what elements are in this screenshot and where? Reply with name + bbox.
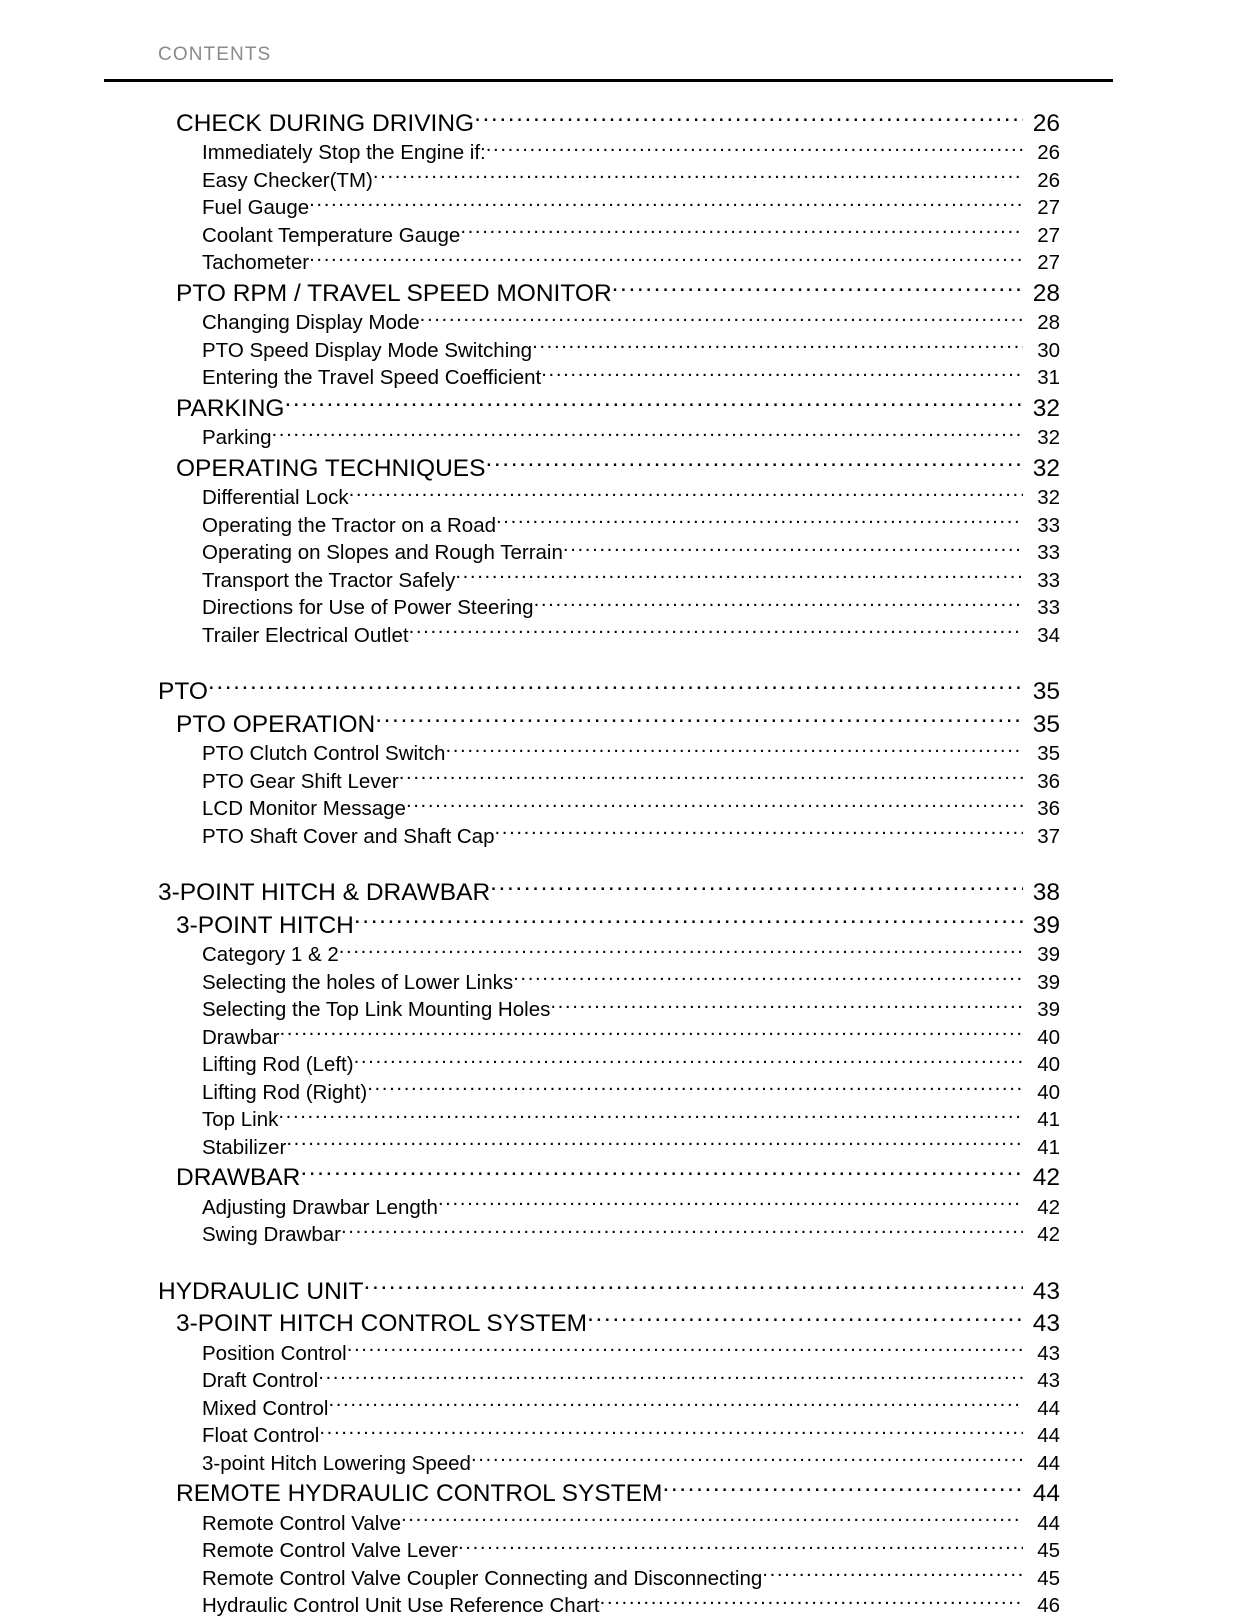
toc-entry-page-number: 45 (1026, 1566, 1060, 1592)
toc-entry-label: CHECK DURING DRIVING (176, 108, 474, 139)
toc-entry-label: Swing Drawbar (202, 1222, 341, 1248)
toc-leader-dots (278, 1106, 1023, 1127)
toc-leader-dots (458, 1537, 1023, 1558)
toc-entry-label: Easy Checker(TM) (202, 168, 373, 194)
toc-leader-dots (399, 767, 1023, 788)
toc-entry-page-number: 26 (1026, 168, 1060, 194)
toc-entry-page-number: 33 (1026, 540, 1060, 566)
toc-entry-page-number: 26 (1026, 108, 1060, 139)
toc-entry[interactable] (0, 249, 1236, 277)
toc-entry[interactable] (0, 1051, 1236, 1079)
toc-entry-page-number: 44 (1026, 1396, 1060, 1422)
toc-entry-label: Float Control (202, 1423, 319, 1449)
toc-entry[interactable] (0, 996, 1236, 1024)
toc-entry[interactable] (0, 707, 1236, 740)
toc-entry-label: Trailer Electrical Outlet (202, 623, 409, 649)
toc-entry[interactable] (0, 511, 1236, 539)
toc-entry[interactable] (0, 621, 1236, 649)
toc-leader-dots (550, 996, 1023, 1017)
toc-entry-page-number: 37 (1026, 824, 1060, 850)
toc-entry-label: Remote Control Valve Lever (202, 1538, 458, 1564)
toc-leader-dots (367, 1078, 1023, 1099)
toc-leader-dots (286, 1133, 1023, 1154)
toc-leader-dots (406, 795, 1023, 816)
toc-entry[interactable] (0, 594, 1236, 622)
toc-entry[interactable] (0, 484, 1236, 512)
toc-leader-dots (272, 424, 1023, 445)
toc-entry-label: 3-POINT HITCH CONTROL SYSTEM (176, 1308, 587, 1339)
toc-leader-dots (496, 511, 1023, 532)
toc-entry[interactable] (0, 451, 1236, 484)
toc-leader-dots (373, 166, 1023, 187)
toc-leader-dots (563, 539, 1023, 560)
toc-entry-page-number: 32 (1026, 485, 1060, 511)
toc-entry-page-number: 45 (1026, 1538, 1060, 1564)
toc-entry[interactable] (0, 1509, 1236, 1537)
toc-entry[interactable] (0, 1133, 1236, 1161)
toc-entry-page-number: 36 (1026, 769, 1060, 795)
toc-entry[interactable] (0, 941, 1236, 969)
toc-entry-page-number: 46 (1026, 1593, 1060, 1619)
toc-entry-label: Stabilizer (202, 1135, 286, 1161)
toc-entry-page-number: 40 (1026, 1052, 1060, 1078)
toc-entry-label: Operating on Slopes and Rough Terrain (202, 540, 563, 566)
toc-leader-dots (474, 106, 1023, 131)
toc-entry[interactable] (0, 1023, 1236, 1051)
toc-leader-dots (375, 707, 1023, 732)
toc-entry-label: Directions for Use of Power Steering (202, 595, 534, 621)
toc-entry-page-number: 35 (1026, 709, 1060, 740)
toc-leader-dots (309, 194, 1023, 215)
page-header-title: CONTENTS (158, 44, 271, 66)
toc-leader-dots (662, 1477, 1023, 1502)
toc-entry-page-number: 43 (1026, 1276, 1060, 1307)
toc-entry-label: DRAWBAR (176, 1162, 300, 1193)
toc-leader-dots (364, 1274, 1023, 1299)
toc-entry-label: Coolant Temperature Gauge (202, 223, 460, 249)
toc-leader-dots (341, 1221, 1023, 1242)
toc-leader-dots (600, 1592, 1023, 1613)
toc-entry-page-number: 44 (1026, 1511, 1060, 1537)
toc-entry-page-number: 35 (1026, 741, 1060, 767)
toc-entry[interactable] (0, 539, 1236, 567)
toc-entry-page-number: 33 (1026, 513, 1060, 539)
toc-entry-label: Hydraulic Control Unit Use Reference Chart (202, 1593, 600, 1619)
toc-entry-label: Remote Control Valve Coupler Connecting and Disconnecting (202, 1566, 762, 1592)
toc-entry-label: LCD Monitor Message (202, 796, 406, 822)
toc-entry[interactable] (0, 968, 1236, 996)
toc-entry-page-number: 35 (1026, 676, 1060, 707)
toc-leader-dots (494, 822, 1023, 843)
toc-leader-dots (318, 1367, 1023, 1388)
toc-entry[interactable] (0, 336, 1236, 364)
toc-leader-dots (409, 621, 1023, 642)
toc-leader-dots (420, 309, 1023, 330)
toc-entry-label: PTO (158, 676, 208, 707)
toc-leader-dots (541, 364, 1023, 385)
toc-entry-label: Adjusting Drawbar Length (202, 1195, 438, 1221)
toc-entry-page-number: 26 (1026, 140, 1060, 166)
toc-entry-label: Drawbar (202, 1025, 279, 1051)
toc-leader-dots (438, 1193, 1023, 1214)
toc-entry-label: PARKING (176, 393, 284, 424)
toc-entry[interactable] (0, 1394, 1236, 1422)
toc-entry-label: PTO RPM / TRAVEL SPEED MONITOR (176, 278, 612, 309)
toc-leader-dots (471, 1449, 1023, 1470)
toc-entry-label: HYDRAULIC UNIT (158, 1276, 364, 1307)
toc-leader-dots (300, 1161, 1023, 1186)
toc-leader-dots (485, 451, 1023, 476)
toc-entry[interactable] (0, 1307, 1236, 1340)
toc-entry[interactable] (0, 194, 1236, 222)
toc-entry[interactable] (0, 1449, 1236, 1477)
toc-entry-label: PTO OPERATION (176, 709, 375, 740)
toc-entry[interactable] (0, 1274, 1236, 1307)
toc-entry-label: 3-POINT HITCH & DRAWBAR (158, 877, 490, 908)
toc-entry-page-number: 44 (1026, 1478, 1060, 1509)
toc-entry[interactable] (0, 566, 1236, 594)
toc-entry[interactable] (0, 1537, 1236, 1565)
toc-entry-label: Differential Lock (202, 485, 349, 511)
toc-entry-label: PTO Shaft Cover and Shaft Cap (202, 824, 494, 850)
toc-leader-dots (460, 221, 1023, 242)
toc-entry-label: PTO Speed Display Mode Switching (202, 338, 532, 364)
toc-leader-dots (284, 391, 1023, 416)
toc-entry[interactable] (0, 740, 1236, 768)
toc-entry-label: Draft Control (202, 1368, 318, 1394)
toc-entry-page-number: 39 (1026, 970, 1060, 996)
toc-entry[interactable] (0, 1161, 1236, 1194)
toc-entry[interactable] (0, 1106, 1236, 1134)
toc-entry[interactable] (0, 1422, 1236, 1450)
toc-entry-label: Top Link (202, 1107, 278, 1133)
toc-entry-page-number: 42 (1026, 1222, 1060, 1248)
toc-entry-page-number: 27 (1026, 223, 1060, 249)
toc-leader-dots (279, 1023, 1023, 1044)
toc-entry-label: Selecting the holes of Lower Links (202, 970, 513, 996)
toc-entry[interactable] (0, 1564, 1236, 1592)
toc-entry-page-number: 39 (1026, 997, 1060, 1023)
toc-leader-dots (587, 1307, 1023, 1332)
toc-leader-dots (349, 484, 1023, 505)
toc-entry-page-number: 41 (1026, 1135, 1060, 1161)
toc-entry-page-number: 27 (1026, 195, 1060, 221)
toc-entry[interactable] (0, 876, 1236, 909)
toc-entry-page-number: 32 (1026, 425, 1060, 451)
toc-leader-dots (762, 1564, 1023, 1585)
toc-entry-page-number: 30 (1026, 338, 1060, 364)
toc-entry-page-number: 39 (1026, 910, 1060, 941)
toc-entry-label: Tachometer (202, 250, 309, 276)
toc-entry[interactable] (0, 424, 1236, 452)
toc-entry-label: Selecting the Top Link Mounting Holes (202, 997, 550, 1023)
toc-entry[interactable] (0, 1078, 1236, 1106)
toc-leader-dots (328, 1394, 1023, 1415)
toc-leader-dots (309, 249, 1023, 270)
toc-entry[interactable] (0, 1339, 1236, 1367)
toc-entry[interactable] (0, 166, 1236, 194)
toc-leader-dots (347, 1339, 1023, 1360)
toc-entry-page-number: 42 (1026, 1162, 1060, 1193)
toc-entry-label: PTO Clutch Control Switch (202, 741, 445, 767)
toc-entry-page-number: 38 (1026, 877, 1060, 908)
toc-entry[interactable] (0, 364, 1236, 392)
toc-entry-label: Fuel Gauge (202, 195, 309, 221)
toc-entry-label: Parking (202, 425, 272, 451)
toc-entry-label: 3-point Hitch Lowering Speed (202, 1451, 471, 1477)
toc-leader-dots (490, 876, 1023, 901)
toc-entry-label: Entering the Travel Speed Coefficient (202, 365, 541, 391)
toc-entry-page-number: 43 (1026, 1368, 1060, 1394)
toc-entry-page-number: 32 (1026, 453, 1060, 484)
toc-entry-page-number: 32 (1026, 393, 1060, 424)
toc-leader-dots (486, 139, 1023, 160)
toc-entry[interactable] (0, 675, 1236, 708)
toc-entry[interactable] (0, 221, 1236, 249)
toc-entry-page-number: 34 (1026, 623, 1060, 649)
toc-entry-label: Immediately Stop the Engine if: (202, 140, 486, 166)
toc-entry-page-number: 33 (1026, 568, 1060, 594)
toc-entry[interactable] (0, 1221, 1236, 1249)
toc-leader-dots (354, 908, 1023, 933)
toc-entry-page-number: 43 (1026, 1341, 1060, 1367)
toc-entry-page-number: 28 (1026, 278, 1060, 309)
toc-entry[interactable] (0, 767, 1236, 795)
toc-entry[interactable] (0, 1477, 1236, 1510)
toc-entry-label: Position Control (202, 1341, 347, 1367)
toc-entry-page-number: 40 (1026, 1025, 1060, 1051)
toc-entry-label: REMOTE HYDRAULIC CONTROL SYSTEM (176, 1478, 662, 1509)
toc-entry-label: 3-POINT HITCH (176, 910, 354, 941)
toc-entry-page-number: 44 (1026, 1423, 1060, 1449)
toc-leader-dots (513, 968, 1023, 989)
toc-entry-page-number: 42 (1026, 1195, 1060, 1221)
toc-entry[interactable] (0, 139, 1236, 167)
toc-entry[interactable] (0, 1367, 1236, 1395)
toc-entry-label: Remote Control Valve (202, 1511, 401, 1537)
header-divider (104, 79, 1113, 82)
toc-entry-page-number: 36 (1026, 796, 1060, 822)
toc-entry-page-number: 41 (1026, 1107, 1060, 1133)
toc-entry[interactable] (0, 391, 1236, 424)
toc-leader-dots (455, 566, 1023, 587)
toc-entry[interactable] (0, 908, 1236, 941)
toc-entry-page-number: 43 (1026, 1308, 1060, 1339)
toc-leader-dots (612, 276, 1023, 301)
toc-entry-label: Changing Display Mode (202, 310, 420, 336)
toc-entry-page-number: 31 (1026, 365, 1060, 391)
toc-entry-label: Transport the Tractor Safely (202, 568, 455, 594)
toc-entry[interactable] (0, 309, 1236, 337)
toc-entry-page-number: 27 (1026, 250, 1060, 276)
toc-leader-dots (208, 675, 1023, 700)
toc-leader-dots (354, 1051, 1023, 1072)
toc-entry[interactable] (0, 1193, 1236, 1221)
toc-entry-label: PTO Gear Shift Lever (202, 769, 399, 795)
toc-leader-dots (339, 941, 1023, 962)
toc-leader-dots (532, 336, 1023, 357)
toc-entry-page-number: 33 (1026, 595, 1060, 621)
toc-entry-label: Category 1 & 2 (202, 942, 339, 968)
toc-leader-dots (319, 1422, 1023, 1443)
toc-entry[interactable] (0, 1592, 1236, 1619)
toc-entry-page-number: 39 (1026, 942, 1060, 968)
toc-leader-dots (445, 740, 1023, 761)
toc-entry-label: OPERATING TECHNIQUES (176, 453, 485, 484)
toc-entry-label: Mixed Control (202, 1396, 328, 1422)
toc-entry-label: Lifting Rod (Right) (202, 1080, 367, 1106)
toc-entry-page-number: 40 (1026, 1080, 1060, 1106)
toc-entry-label: Lifting Rod (Left) (202, 1052, 354, 1078)
toc-entry-page-number: 44 (1026, 1451, 1060, 1477)
toc-entry-page-number: 28 (1026, 310, 1060, 336)
table-of-contents (0, 106, 1236, 1619)
toc-entry-label: Operating the Tractor on a Road (202, 513, 496, 539)
toc-leader-dots (534, 594, 1023, 615)
toc-entry[interactable] (0, 795, 1236, 823)
toc-entry[interactable] (0, 276, 1236, 309)
toc-leader-dots (401, 1509, 1023, 1530)
toc-entry[interactable] (0, 822, 1236, 850)
toc-entry[interactable] (0, 106, 1236, 139)
